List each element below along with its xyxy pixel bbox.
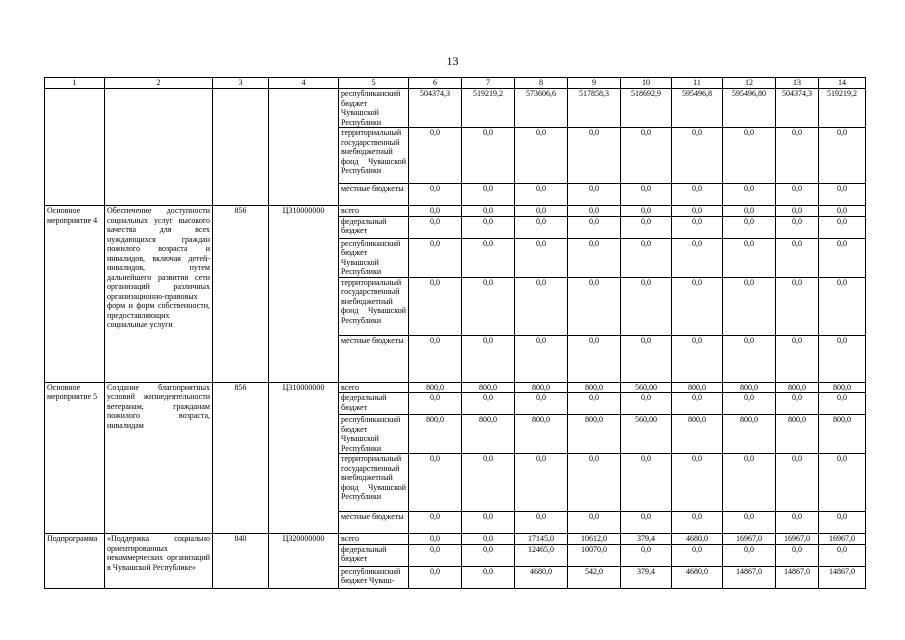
value-cell: 0,0 — [515, 128, 568, 184]
value-cell: 16967,0 — [776, 534, 819, 545]
value-cell: 0,0 — [621, 128, 672, 184]
value-cell: 0,0 — [723, 206, 776, 217]
value-cell: 595496,80 — [723, 89, 776, 128]
funding-source-cell: федеральный бюджет — [339, 216, 409, 238]
table-row — [45, 534, 866, 545]
status-cell — [45, 89, 105, 206]
value-cell: 0,0 — [621, 335, 672, 382]
value-cell: 519219,2 — [819, 89, 866, 128]
funding-source-cell: территориальный государственный внебюджетный фонд Чувашской Республики — [339, 128, 409, 184]
value-cell: 0,0 — [723, 335, 776, 382]
value-cell: 0,0 — [621, 184, 672, 206]
value-cell: 0,0 — [462, 512, 515, 534]
value-cell: 0,0 — [568, 128, 621, 184]
value-cell: 0,0 — [515, 512, 568, 534]
value-cell: 0,0 — [568, 393, 621, 415]
value-cell: 0,0 — [409, 184, 462, 206]
value-cell: 0,0 — [621, 544, 672, 566]
value-cell: 0,0 — [462, 566, 515, 588]
value-cell: 800,0 — [515, 382, 568, 393]
column-header: 5 — [339, 78, 409, 89]
value-cell: 800,0 — [568, 382, 621, 393]
budget-code-cell: Ц320000000 — [269, 534, 339, 589]
column-header: 11 — [672, 78, 723, 89]
column-header: 1 — [45, 78, 105, 89]
value-cell: 800,0 — [723, 415, 776, 454]
value-cell: 0,0 — [409, 512, 462, 534]
value-cell: 0,0 — [776, 393, 819, 415]
value-cell: 0,0 — [515, 277, 568, 335]
funding-source-cell: федеральный бюджет — [339, 393, 409, 415]
column-header: 12 — [723, 78, 776, 89]
value-cell: 0,0 — [409, 238, 462, 277]
value-cell: 0,0 — [409, 335, 462, 382]
funding-source-cell: федеральный бюджет — [339, 544, 409, 566]
value-cell: 800,0 — [568, 415, 621, 454]
value-cell: 573606,6 — [515, 89, 568, 128]
measure-name-cell: «Поддержка социально ориентированных некоммерческих организаций в Чувашской Республике» — [105, 534, 213, 589]
value-cell: 0,0 — [776, 277, 819, 335]
table-row — [45, 382, 866, 393]
value-cell: 542,0 — [568, 566, 621, 588]
value-cell: 0,0 — [672, 393, 723, 415]
value-cell: 0,0 — [819, 335, 866, 382]
value-cell: 0,0 — [621, 238, 672, 277]
value-cell: 800,0 — [462, 415, 515, 454]
value-cell: 504374,3 — [776, 89, 819, 128]
value-cell: 800,0 — [409, 415, 462, 454]
table-body — [45, 89, 866, 589]
value-cell: 800,0 — [672, 382, 723, 393]
value-cell: 0,0 — [462, 184, 515, 206]
value-cell: 0,0 — [409, 277, 462, 335]
value-cell: 4680,0 — [515, 566, 568, 588]
value-cell: 12465,0 — [515, 544, 568, 566]
value-cell: 0,0 — [672, 184, 723, 206]
column-header: 2 — [105, 78, 213, 89]
funding-source-cell: республиканский бюджет Чувашской Республики — [339, 89, 409, 128]
value-cell: 0,0 — [621, 454, 672, 512]
value-cell: 518692,9 — [621, 89, 672, 128]
column-header: 10 — [621, 78, 672, 89]
value-cell: 0,0 — [723, 393, 776, 415]
column-header: 13 — [776, 78, 819, 89]
name-cell — [105, 89, 213, 206]
value-cell: 0,0 — [515, 393, 568, 415]
value-cell: 0,0 — [819, 128, 866, 184]
value-cell: 0,0 — [462, 544, 515, 566]
budget-table — [44, 77, 866, 589]
value-cell: 0,0 — [776, 512, 819, 534]
value-cell: 0,0 — [776, 335, 819, 382]
value-cell: 0,0 — [819, 544, 866, 566]
value-cell: 800,0 — [776, 382, 819, 393]
value-cell: 0,0 — [409, 128, 462, 184]
value-cell: 0,0 — [723, 544, 776, 566]
funding-source-cell: всего — [339, 206, 409, 217]
value-cell: 0,0 — [819, 206, 866, 217]
value-cell: 800,0 — [672, 415, 723, 454]
value-cell: 0,0 — [621, 393, 672, 415]
funding-source-cell: всего — [339, 534, 409, 545]
value-cell: 0,0 — [409, 544, 462, 566]
value-cell: 0,0 — [462, 216, 515, 238]
value-cell: 0,0 — [462, 335, 515, 382]
value-cell: 0,0 — [819, 512, 866, 534]
table-row — [45, 206, 866, 217]
value-cell: 0,0 — [672, 335, 723, 382]
value-cell: 0,0 — [568, 206, 621, 217]
value-cell: 10070,0 — [568, 544, 621, 566]
value-cell: 0,0 — [515, 238, 568, 277]
measure-name-cell: Создание благоприятных условий жизнедеятельности ветеранам, гражданам пожилого возраста, инвалидам — [105, 382, 213, 534]
value-cell: 0,0 — [515, 216, 568, 238]
value-cell: 0,0 — [568, 216, 621, 238]
value-cell: 0,0 — [723, 184, 776, 206]
page-number: 13 — [446, 54, 459, 68]
status-cell: Основное мероприятие 4 — [45, 206, 105, 383]
value-cell: 800,0 — [409, 382, 462, 393]
value-cell: 14867,0 — [776, 566, 819, 588]
value-cell: 4680,0 — [672, 566, 723, 588]
value-cell: 0,0 — [723, 238, 776, 277]
value-cell: 0,0 — [672, 512, 723, 534]
funding-source-cell: республиканский бюджет Чувашской Республики — [339, 415, 409, 454]
value-cell: 519219,2 — [462, 89, 515, 128]
value-cell: 0,0 — [723, 454, 776, 512]
grbs-cell: 840 — [213, 534, 269, 589]
value-cell: 17145,0 — [515, 534, 568, 545]
value-cell: 800,0 — [776, 415, 819, 454]
value-cell: 0,0 — [621, 206, 672, 217]
value-cell: 595496,8 — [672, 89, 723, 128]
funding-source-cell: местные бюджеты — [339, 512, 409, 534]
value-cell: 0,0 — [462, 206, 515, 217]
value-cell: 0,0 — [621, 512, 672, 534]
value-cell: 0,0 — [819, 454, 866, 512]
value-cell: 0,0 — [462, 128, 515, 184]
value-cell: 0,0 — [672, 544, 723, 566]
value-cell: 0,0 — [409, 206, 462, 217]
column-header: 4 — [269, 78, 339, 89]
value-cell: 800,0 — [723, 382, 776, 393]
value-cell: 0,0 — [462, 534, 515, 545]
value-cell: 379,4 — [621, 534, 672, 545]
value-cell: 0,0 — [672, 206, 723, 217]
column-header: 9 — [568, 78, 621, 89]
value-cell: 517858,3 — [568, 89, 621, 128]
value-cell: 0,0 — [515, 206, 568, 217]
value-cell: 10612,0 — [568, 534, 621, 545]
value-cell: 0,0 — [462, 393, 515, 415]
value-cell: 0,0 — [672, 238, 723, 277]
value-cell: 800,0 — [819, 415, 866, 454]
column-header: 6 — [409, 78, 462, 89]
code-cell — [269, 89, 339, 206]
value-cell: 0,0 — [819, 238, 866, 277]
value-cell: 800,0 — [819, 382, 866, 393]
column-header: 8 — [515, 78, 568, 89]
value-cell: 0,0 — [409, 534, 462, 545]
value-cell: 0,0 — [515, 335, 568, 382]
value-cell: 14867,0 — [723, 566, 776, 588]
value-cell: 16967,0 — [723, 534, 776, 545]
value-cell: 0,0 — [819, 393, 866, 415]
value-cell: 800,0 — [462, 382, 515, 393]
value-cell: 0,0 — [409, 454, 462, 512]
grbs-cell — [213, 89, 269, 206]
value-cell: 0,0 — [568, 184, 621, 206]
funding-source-cell: республиканский бюджет Чуваш- — [339, 566, 409, 588]
value-cell: 4680,0 — [672, 534, 723, 545]
value-cell: 0,0 — [819, 277, 866, 335]
column-number-row — [45, 78, 866, 89]
funding-source-cell: местные бюджеты — [339, 184, 409, 206]
status-cell: Основное мероприятие 5 — [45, 382, 105, 534]
value-cell: 0,0 — [776, 238, 819, 277]
measure-name-cell: Обеспечение доступности социальных услуг высокого качества для всех нуждающихся граждан пожилого возраста и инвалидов, включая детей-инвалидов, путем дальнейшего развития сети организаций различных организационно-правовых форм и форм собственности, предоставляющих социальные услуги — [105, 206, 213, 383]
grbs-cell: 856 — [213, 382, 269, 534]
value-cell: 0,0 — [723, 277, 776, 335]
value-cell: 0,0 — [723, 512, 776, 534]
value-cell: 0,0 — [776, 206, 819, 217]
value-cell: 0,0 — [776, 454, 819, 512]
value-cell: 560,00 — [621, 415, 672, 454]
value-cell: 560,00 — [621, 382, 672, 393]
value-cell: 0,0 — [462, 277, 515, 335]
value-cell: 0,0 — [568, 277, 621, 335]
column-header: 3 — [213, 78, 269, 89]
funding-source-cell: всего — [339, 382, 409, 393]
status-cell: Подпрограмма — [45, 534, 105, 589]
funding-source-cell: местные бюджеты — [339, 335, 409, 382]
budget-code-cell: Ц310000000 — [269, 206, 339, 383]
value-cell: 379,4 — [621, 566, 672, 588]
value-cell: 0,0 — [723, 128, 776, 184]
value-cell: 800,0 — [515, 415, 568, 454]
value-cell: 0,0 — [723, 216, 776, 238]
value-cell: 504374,3 — [409, 89, 462, 128]
funding-source-cell: республиканский бюджет Чувашской Республики — [339, 238, 409, 277]
value-cell: 0,0 — [621, 277, 672, 335]
value-cell: 0,0 — [409, 216, 462, 238]
value-cell: 0,0 — [515, 454, 568, 512]
value-cell: 0,0 — [819, 216, 866, 238]
value-cell: 0,0 — [462, 454, 515, 512]
value-cell: 0,0 — [568, 512, 621, 534]
value-cell: 0,0 — [462, 238, 515, 277]
value-cell: 0,0 — [672, 454, 723, 512]
value-cell: 0,0 — [672, 277, 723, 335]
value-cell: 0,0 — [515, 184, 568, 206]
value-cell: 14867,0 — [819, 566, 866, 588]
value-cell: 0,0 — [409, 393, 462, 415]
column-header: 14 — [819, 78, 866, 89]
budget-code-cell: Ц310000000 — [269, 382, 339, 534]
funding-source-cell: территориальный государственный внебюджетный фонд Чувашской Республики — [339, 454, 409, 512]
value-cell: 0,0 — [776, 216, 819, 238]
value-cell: 0,0 — [819, 184, 866, 206]
funding-source-cell: территориальный государственный внебюджетный фонд Чувашской Республики — [339, 277, 409, 335]
table-row — [45, 89, 866, 128]
value-cell: 16967,0 — [819, 534, 866, 545]
value-cell: 0,0 — [776, 544, 819, 566]
value-cell: 0,0 — [776, 184, 819, 206]
value-cell: 0,0 — [568, 335, 621, 382]
value-cell: 0,0 — [672, 128, 723, 184]
value-cell: 0,0 — [776, 128, 819, 184]
value-cell: 0,0 — [409, 566, 462, 588]
column-header: 7 — [462, 78, 515, 89]
value-cell: 0,0 — [568, 238, 621, 277]
grbs-cell: 856 — [213, 206, 269, 383]
value-cell: 0,0 — [672, 216, 723, 238]
value-cell: 0,0 — [568, 454, 621, 512]
value-cell: 0,0 — [621, 216, 672, 238]
